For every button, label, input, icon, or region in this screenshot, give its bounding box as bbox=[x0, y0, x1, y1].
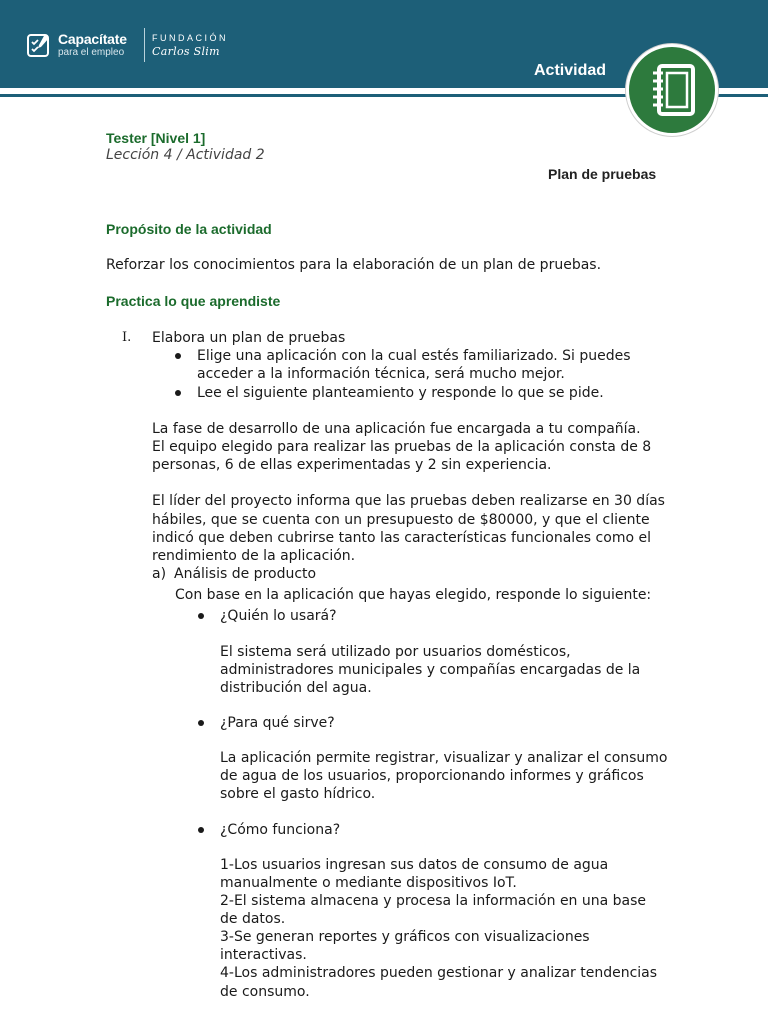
section-numeral: I. bbox=[122, 330, 132, 345]
bullet-marker bbox=[198, 827, 204, 833]
notebook-icon bbox=[649, 63, 699, 119]
answer-line: El sistema será utilizado por usuarios domésticos, bbox=[220, 644, 571, 660]
answer-line: sobre el gasto hídrico. bbox=[220, 786, 376, 802]
scenario-line: La fase de desarrollo de una aplicación fue encargada a tu compañía. bbox=[152, 421, 641, 437]
answer-line: 3-Se generan reportes y gráficos con visualizaciones bbox=[220, 929, 590, 945]
answer-line: 2-El sistema almacena y procesa la información en una base bbox=[220, 893, 647, 909]
practice-heading: Practica lo que aprendiste bbox=[106, 293, 281, 309]
bullet-line: acceder a la información técnica, será mucho mejor. bbox=[197, 366, 565, 382]
section-heading: Elabora un plan de pruebas bbox=[152, 330, 346, 346]
logo-divider bbox=[144, 28, 145, 62]
scenario-line: indicó que deben cubrirse tanto las características funcionales como el bbox=[152, 530, 651, 546]
logo-name: Capacítate bbox=[58, 31, 127, 47]
purpose-heading: Propósito de la actividad bbox=[106, 221, 272, 237]
lesson-label: Lección 4 / Actividad 2 bbox=[106, 147, 265, 163]
question: ¿Para qué sirve? bbox=[220, 715, 335, 731]
answer-line: 1-Los usuarios ingresan sus datos de consumo de agua bbox=[220, 857, 609, 873]
scenario-line: rendimiento de la aplicación. bbox=[152, 548, 356, 564]
answer-line: distribución del agua. bbox=[220, 680, 372, 696]
scenario-line: personas, 6 de ellas experimentadas y 2 sin experiencia. bbox=[152, 457, 552, 473]
subsection-title: Análisis de producto bbox=[174, 566, 317, 582]
logo-tagline: para el empleo bbox=[58, 47, 125, 58]
section-title: Actividad bbox=[534, 62, 607, 79]
scenario-line: El equipo elegido para realizar las pruebas de la aplicación consta de 8 bbox=[152, 439, 652, 455]
answer-line: de consumo. bbox=[220, 984, 310, 1000]
bullet-marker bbox=[198, 720, 204, 726]
answer-line: interactivas. bbox=[220, 947, 307, 963]
foundation-label: FUNDACIÓN bbox=[152, 33, 228, 43]
purpose-text: Reforzar los conocimientos para la elaboración de un plan de pruebas. bbox=[106, 257, 602, 273]
activity-badge bbox=[626, 44, 718, 136]
scenario-line: hábiles, que se cuenta con un presupuesto de $80000, y que el cliente bbox=[152, 512, 650, 528]
answer-line: administradores municipales y compañías encargadas de la bbox=[220, 662, 641, 678]
topic-title: Plan de pruebas bbox=[548, 166, 657, 182]
bullet-marker bbox=[175, 353, 181, 359]
answer-line: 4-Los administradores pueden gestionar y analizar tendencias bbox=[220, 965, 658, 981]
answer-line: manualmente o mediante dispositivos IoT. bbox=[220, 875, 517, 891]
checklist-icon bbox=[26, 32, 52, 58]
answer-line: de datos. bbox=[220, 911, 286, 927]
subsection-label: a) bbox=[152, 566, 167, 582]
foundation-name: Carlos Slim bbox=[152, 45, 220, 58]
subsection-intro: Con base en la aplicación que hayas elegido, responde lo siguiente: bbox=[175, 587, 652, 603]
question: ¿Quién lo usará? bbox=[220, 608, 337, 624]
bullet-marker bbox=[198, 613, 204, 619]
answer-line: de agua de los usuarios, proporcionando informes y gráficos bbox=[220, 768, 644, 784]
scenario-line: El líder del proyecto informa que las pruebas deben realizarse en 30 días bbox=[152, 493, 665, 509]
bullet-line: Elige una aplicación con la cual estés familiarizado. Si puedes bbox=[197, 348, 631, 364]
question: ¿Cómo funciona? bbox=[220, 822, 341, 838]
answer-line: La aplicación permite registrar, visualizar y analizar el consumo bbox=[220, 750, 668, 766]
course-title: Tester [Nivel 1] bbox=[106, 130, 206, 146]
bullet-marker bbox=[175, 390, 181, 396]
bullet-line: Lee el siguiente planteamiento y responde lo que se pide. bbox=[197, 385, 604, 401]
